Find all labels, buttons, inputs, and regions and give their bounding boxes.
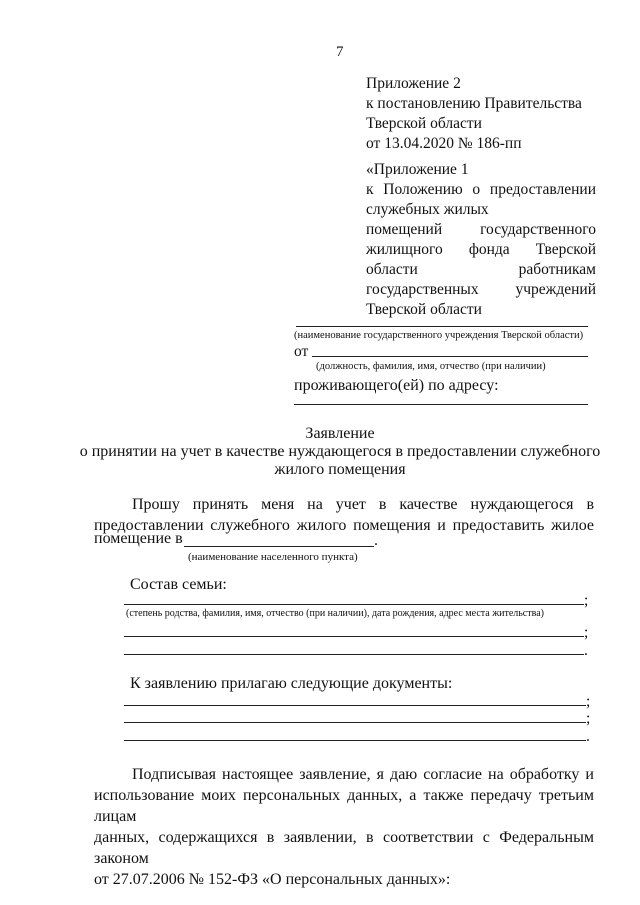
annex-inner-line: к Положению о предоставлении <box>366 181 596 198</box>
document-field-line[interactable] <box>124 722 586 723</box>
family-label: Состав семьи: <box>130 576 227 593</box>
family-line-end: ; <box>584 624 589 641</box>
person-field-line[interactable] <box>312 356 588 357</box>
consent-line: использование моих персональных данных, а также передачу третьим лицам <box>94 787 594 825</box>
consent-line: от 27.07.2006 № 152-ФЗ «О персональных данных»: <box>94 871 451 888</box>
annex-inner-line: Тверской области <box>366 301 482 318</box>
annex-inner-line: служебных жилых <box>366 201 489 218</box>
annex-inner-line: помещений государственного <box>366 221 596 238</box>
annex-header-line: к постановлению Правительства <box>366 95 582 112</box>
family-line-end: ; <box>584 592 589 609</box>
institution-field-line[interactable] <box>296 326 588 327</box>
from-label: от <box>294 343 309 360</box>
annex-header <box>366 74 582 154</box>
annex-inner-title: «Приложение 1 <box>366 161 469 178</box>
consent-line: Подписывая настоящее заявление, я даю согласие на обработку и <box>132 766 594 783</box>
request-line: Прошу принять меня на учет в качестве нуждающегося в <box>132 496 594 513</box>
document-subtitle-line: о принятии на учет в качестве нуждающегося в предоставлении служебного <box>79 443 601 460</box>
person-caption: (должность, фамилия, имя, отчество (при наличии) <box>316 361 546 372</box>
family-field-line[interactable] <box>124 636 584 637</box>
document-field-line[interactable] <box>124 740 586 741</box>
document-line-end: ; <box>586 710 591 727</box>
family-field-line[interactable] <box>124 654 584 655</box>
settlement-field-line[interactable] <box>184 546 374 547</box>
family-line-end: . <box>584 642 588 659</box>
consent-line: данных, содержащихся в заявлении, в соответствии с Федеральным законом <box>94 829 594 867</box>
request-line: помещение в <box>94 530 183 547</box>
document-title: Заявление <box>305 425 375 442</box>
annex-inner-line: жилищного фонда Тверской <box>366 241 596 258</box>
settlement-caption: (наименование населенного пункта) <box>188 551 358 563</box>
annex-header-line: Тверской области <box>366 115 482 132</box>
document-field-line[interactable] <box>124 705 586 706</box>
annex-header-line: Приложение 2 <box>366 75 461 92</box>
family-field-line[interactable] <box>124 604 584 605</box>
residence-label: проживающего(ей) по адресу: <box>294 377 499 394</box>
request-line: предоставлении служебного жилого помещения и предоставить жилое <box>94 517 594 534</box>
consent-paragraph <box>94 764 594 890</box>
family-caption: (степень родства, фамилия, имя, отчество (при наличии), дата рождения, адрес места жительства) <box>126 608 544 619</box>
documents-label: К заявлению прилагаю следующие документы: <box>130 675 453 692</box>
address-field-line[interactable] <box>294 404 588 405</box>
annex-header-line: от 13.04.2020 № 186-пп <box>366 135 522 152</box>
document-line-end: ; <box>586 693 591 710</box>
annex-inner <box>366 160 596 320</box>
request-period: . <box>374 532 378 549</box>
annex-inner-line: государственных учреждений <box>366 281 596 298</box>
annex-inner-line: области работникам <box>366 261 596 278</box>
document-subtitle-line: жилого помещения <box>274 461 406 478</box>
document-line-end: . <box>586 728 590 745</box>
page-number: 7 <box>336 44 344 60</box>
institution-caption: (наименование государственного учреждения Тверской области) <box>294 330 584 341</box>
